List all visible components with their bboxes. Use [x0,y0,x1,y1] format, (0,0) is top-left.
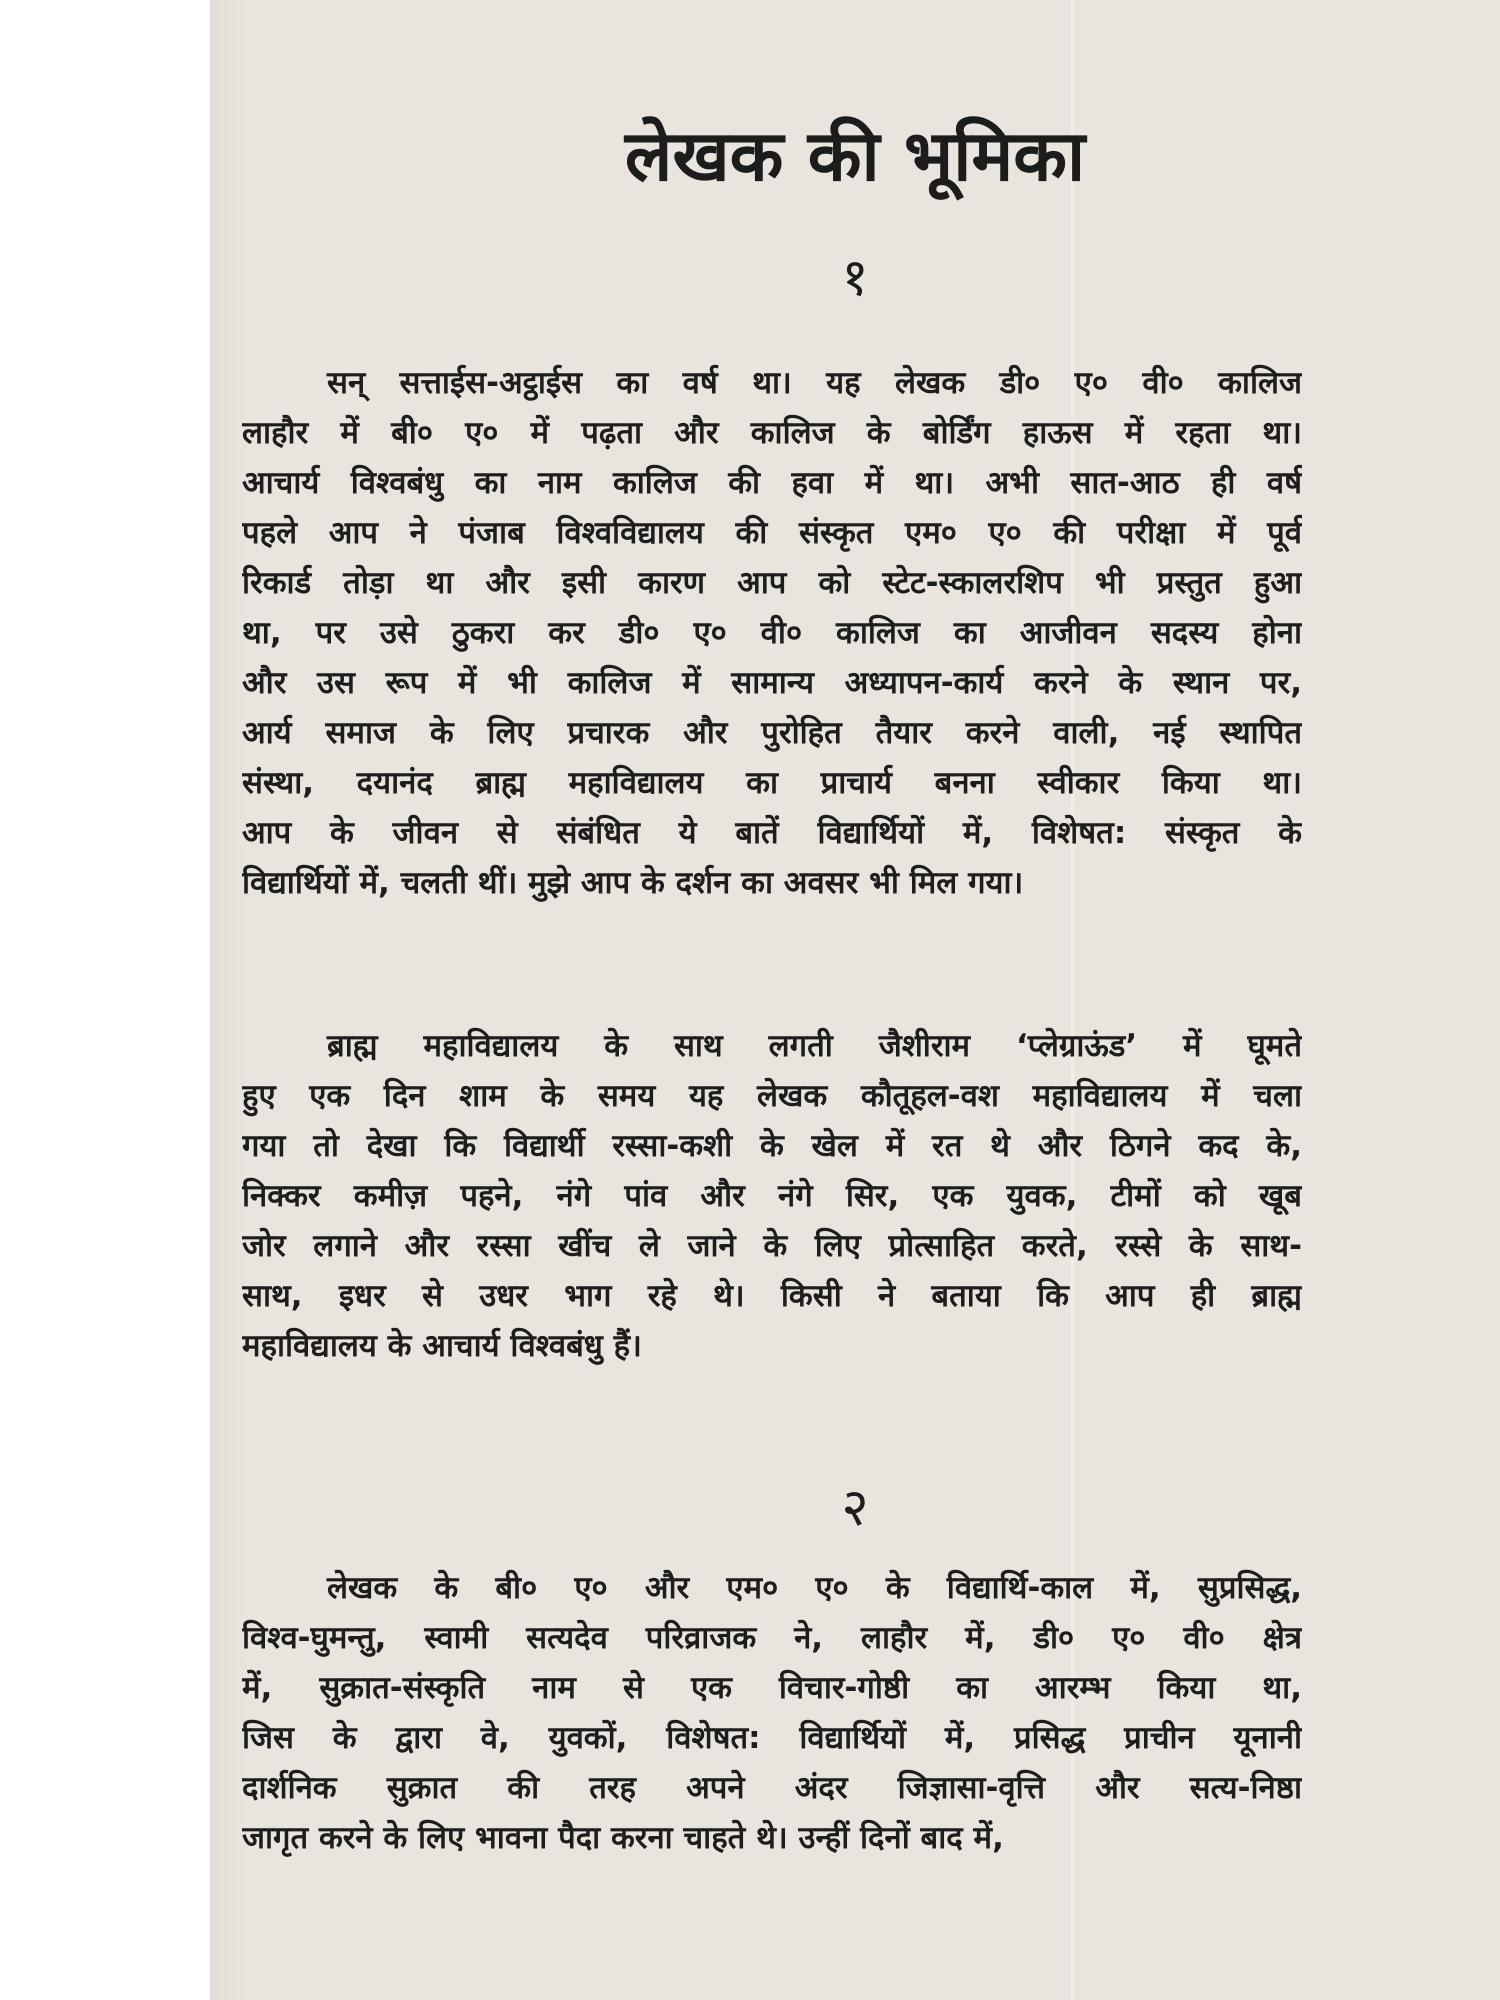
text-line: हुए एक दिन शाम के समय यह लेखक कौतूहल-वश महाविद्यालय में चला [242,1078,1302,1114]
text-line: विश्व-घुमन्तु, स्वामी सत्यदेव परिव्राजक ने, लाहौर में, डी० ए० वी० क्षेत्र [242,1620,1302,1656]
text-line: सन् सत्ताईस-अट्ठाईस का वर्ष था। यह लेखक डी० ए० वी० कालिज [327,365,1302,401]
text-line: लेखक के बी० ए० और एम० ए० के विद्यार्थि-काल में, सुप्रसिद्ध, [327,1570,1302,1606]
paragraph-2 [242,1021,1302,1371]
text-line: आर्य समाज के लिए प्रचारक और पुरोहित तैयार करने वाली, नई स्थापित [242,715,1302,751]
text-line: में, सुक्रात-संस्कृति नाम से एक विचार-गोष्ठी का आरम्भ किया था, [242,1670,1302,1706]
text-line: दार्शनिक सुक्रात की तरह अपने अंदर जिज्ञासा-वृत्ति और सत्य-निष्ठा [242,1770,1302,1806]
paragraph-3 [242,1563,1302,1863]
text-line: ब्राह्म महाविद्यालय के साथ लगती जैशीराम ‘प्लेग्राऊंड’ में घूमते [327,1028,1302,1064]
paragraph-1 [242,358,1302,908]
section-number-2: २ [841,1478,869,1538]
text-line: लाहौर में बी० ए० में पढ़ता और कालिज के बोर्डिंग हाऊस में रहता था। [242,415,1302,451]
text-line: जिस के द्वारा वे, युवकों, विशेषत: विद्यार्थियों में, प्रसिद्ध प्राचीन यूनानी [242,1720,1302,1756]
text-line: जोर लगाने और रस्सा खींच ले जाने के लिए प्रोत्साहित करते, रस्से के साथ- [242,1228,1302,1264]
text-line: रिकार्ड तोड़ा था और इसी कारण आप को स्टेट-स्कालरशिप भी प्रस्तुत हुआ [242,565,1302,601]
book-page [210,0,1500,2000]
text-line: निक्कर कमीज़ पहने, नंगे पांव और नंगे सिर, एक युवक, टीमों को खूब [242,1178,1302,1214]
text-line: संस्था, दयानंद ब्राह्म महाविद्यालय का प्राचार्य बनना स्वीकार किया था। [242,765,1302,801]
text-line: विद्यार्थियों में, चलती थीं। मुझे आप के दर्शन का अवसर भी मिल गया। [242,865,1024,901]
text-line: महाविद्यालय के आचार्य विश्वबंधु हैं। [242,1328,642,1364]
text-line: साथ, इधर से उधर भाग रहे थे। किसी ने बताया कि आप ही ब्राह्म [242,1278,1302,1314]
page-title: लेखक की भूमिका [624,115,1086,197]
text-line: आप के जीवन से संबंधित ये बातें विद्यार्थियों में, विशेषत: संस्कृत के [242,815,1302,851]
text-line: आचार्य विश्वबंधु का नाम कालिज की हवा में था। अभी सात-आठ ही वर्ष [242,465,1302,501]
text-line: पहले आप ने पंजाब विश्वविद्यालय की संस्कृत एम० ए० की परीक्षा में पूर्व [242,515,1302,551]
text-line: जागृत करने के लिए भावना पैदा करना चाहते थे। उन्हीं दिनों बाद में, [242,1820,1004,1856]
section-number-1: १ [841,248,869,308]
text-line: था, पर उसे ठुकरा कर डी० ए० वी० कालिज का आजीवन सदस्य होना [242,615,1302,651]
text-line: और उस रूप में भी कालिज में सामान्य अध्यापन-कार्य करने के स्थान पर, [242,665,1302,701]
text-line: गया तो देखा कि विद्यार्थी रस्सा-कशी के खेल में रत थे और ठिगने कद के, [242,1128,1302,1164]
